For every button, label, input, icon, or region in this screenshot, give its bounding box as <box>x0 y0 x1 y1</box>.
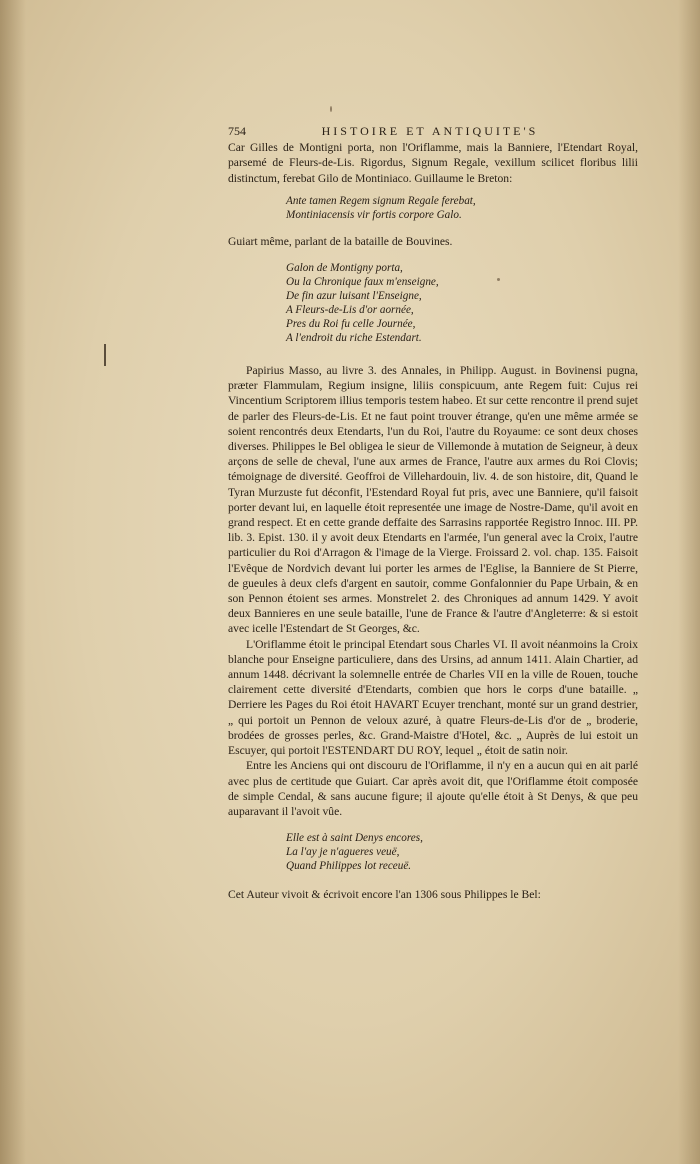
verse-line: Galon de Montigny porta, <box>286 262 403 275</box>
paragraph-6: Cet Auteur vivoit & écrivoit encore l'an 1306 sous Philippes le Bel: <box>228 888 541 902</box>
french-verse-denys <box>286 831 638 873</box>
paragraph-1: Car Gilles de Montigni porta, non l'Oriflamme, mais la Banniere, l'Etendart Royal, parsemé de Fleurs-de-Lis. Rigordus, Signum Regale, vexillum scilicet floribus lilii distinctum, ferebat Gilo de Montiniaco. Guillaume le Breton: <box>228 141 638 185</box>
verse-line: Pres du Roi fu celle Journée, <box>286 318 416 331</box>
paper-speck <box>330 106 332 112</box>
verse-line: La l'ay je n'agueres veuë, <box>286 846 400 859</box>
running-header <box>228 124 638 139</box>
verse-line: Quand Philippes lot receuë. <box>286 860 412 873</box>
verse-line: Ou la Chronique faux m'enseigne, <box>286 276 439 289</box>
verse-line: A Fleurs-de-Lis d'or aornée, <box>286 304 414 317</box>
verse-line: A l'endroit du riche Estendart. <box>286 332 422 345</box>
latin-verse <box>286 194 638 222</box>
french-verse-guiart <box>286 261 638 345</box>
page-text <box>228 124 638 902</box>
verse-line: Elle est à saint Denys encores, <box>286 832 423 845</box>
paragraph-5: Entre les Anciens qui ont discouru de l'Oriflamme, il n'y en a aucun qui en ait parlé avec plus de certitude que Guiart. Car après avoit dit, que l'Oriflamme étoit composée de simple Cendal, & sans aucune figure; il ajoute qu'elle étoit à St Denys, & que peu auparavant il l'avoit vûe. <box>228 759 638 818</box>
verse-line: De fin azur luisant l'Enseigne, <box>286 290 422 303</box>
paragraph-4: L'Oriflamme étoit le principal Etendart sous Charles VI. Il avoit néanmoins la Croix blanche pour Enseigne particuliere, dans des Ursins, ad annum 1411. Alain Chartier, ad annum 1448. décrivant la solemnelle entrée de Charles VII en la ville de Rouen, touche clairement cette diversité d'Etendarts, combien que hors le corps d'une bataille. „ Derriere les Pages du Roi étoit HAVART Ecuyer trenchant, monté sur un grand destrier, „ qui portoit un Pennon de veloux azuré, à quatre Fleurs-de-Lis d'or de „ broderie, brodées de grosses perles, &c. Grand-Maistre d'Hotel, &c. „ Auprès de lui estoit un Escuyer, qui portoit l'ESTENDART DU ROY, lequel „ étoit de satin noir. <box>228 637 638 758</box>
margin-mark <box>104 344 106 366</box>
verse-line: Ante tamen Regem signum Regale ferebat, <box>286 194 476 207</box>
page-number: 754 <box>228 124 246 138</box>
running-title: HISTOIRE ET ANTIQUITE'S <box>321 124 539 138</box>
paragraph-2: Guiart même, parlant de la bataille de Bouvines. <box>228 234 453 248</box>
paragraph-3: Papirius Masso, au livre 3. des Annales, in Philipp. August. in Bovinensi pugna, præter Flammulam, Regium insigne, liliis conspicuum, ante Regem fuit: Cujus rei Vincentium Scriptorem illius temporis testem habeo. Et sur cette rencontre il prend sujet de parler des Fleurs-de-Lis. Et ne faut point trouver étrange, qu'en une même armée se soient rencontrés deux Etendarts, l'un du Roi, l'autre du Royaume: ce sont deux choses diverses. Philippes le Bel obligea le sieur de Villemonde à mutation de Seigneur, à deux arçons de selle de cheval, l'une aux armes de France, l'autre aux armes du Roi Clovis; témoignage de diversité. Geoffroi de Villehardouin, liv. 4. de son histoire, dit, Quand le Tyran Murzuste fut déconfit, l'Estendard Royal fut pris, avec une Banniere, qu'il faisoit porter devant lui, en laquelle étoit representée une image de Nostre-Dame, qu'il avoit en grand respect. Et en cette grande deffaite des Sarrasins rapportée Registro Innoc. III. PP. lib. 3. Epist. 130. il y avoit deux Etendarts en l'armée, l'un general avec la Croix, l'autre particulier du Roi d'Arragon & l'image de la Vierge. Froissard 2. vol. chap. 135. Faisoit l'Evêque de Nordvich devant lui porter les armes de l'Eglise, la Banniere de St Pierre, de gueules à deux clefs d'argent en sautoir, comme Gonfalonnier du Pape Urbain, & en son Pennon étoient ses armes. Monstrelet 2. des Chroniques ad annum 1429. Y avoit deux Bannieres en une seule bataille, l'une de France & l'autre d'Angleterre: & si estoit avec icelle l'Estendart de St Georges, &c. <box>228 364 638 636</box>
verse-line: Montiniacensis vir fortis corpore Galo. <box>286 208 462 221</box>
